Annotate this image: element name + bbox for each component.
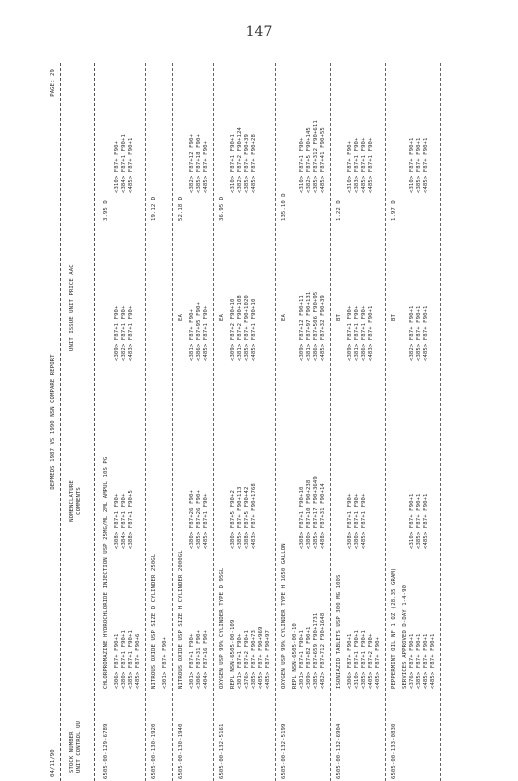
unit-issue: EA (178, 314, 184, 321)
unit-code-row (423, 63, 430, 781)
report-page (50, 69, 57, 97)
unit-code-row (430, 63, 437, 781)
unit-code-entry: <386> F87+95 F90+ (196, 302, 202, 361)
unit-code-row (265, 63, 272, 781)
stock-number: 6505-00-129-6789 (103, 723, 109, 779)
unit-code-entry: <385> F87+659 F90+1731 (313, 612, 319, 689)
nomenclature-header-line2: COMMENTS (76, 487, 82, 515)
report-frame (47, 63, 518, 781)
unit-issue: EA (281, 314, 287, 321)
unit-code-entry: <310> F87+1 F90+1 (230, 134, 236, 193)
unit-code-entry: <386> F87+1 F90+ (361, 305, 367, 361)
unit-code-row (196, 63, 203, 781)
page-label: PAGE: (50, 79, 56, 97)
unit-code-entry: <380> F87+26 F90+ (189, 490, 195, 549)
unit-code-entry: <482> F87+712 F90+1648 (320, 612, 326, 689)
unit-code-row (128, 63, 135, 781)
item-separator (172, 63, 173, 781)
unit-code-entry: <485> F87+ F90+28 (251, 134, 257, 193)
unit-code-row (258, 63, 265, 781)
unit-code-entry: <310> F87+1 F90+ (299, 137, 305, 193)
unit-code-entry: <382> F87+1 F90+ (121, 305, 127, 361)
unit-code-entry: <382> F87+ F90+1 (409, 305, 415, 361)
report-title: DEPMEDS 1987 VS 1990 NSN COMPARE REPORT (50, 354, 56, 490)
item-nomenclature: ISONIAZID TABLETS USP 300 MG 100S (336, 574, 342, 689)
unit-code-entry: <405> F87+ F90+969 (258, 626, 264, 689)
unit-code-entry: <301> F87+1 F90+ (189, 633, 195, 689)
unit-code-entry: <485> F87+1 F90+ (203, 305, 209, 361)
unit-code-entry: <488> F87+31 F90+14 (320, 483, 326, 549)
unit-code-entry: <485> F87+ F90+1 (423, 493, 429, 549)
unit-code-entry: <310> F87+ F90+1 (409, 137, 415, 193)
unit-code-entry: <306> F87+ F90+1 (114, 633, 120, 689)
unit-price: 135.10 D (281, 193, 287, 221)
item-nomenclature: NITROUS OXIDE USP SIZE D CYLINDER 250GL (151, 553, 157, 689)
unit-price: 3.95 D (103, 200, 109, 221)
unit-code-row (368, 63, 375, 781)
unit-code-entry: <380> F87+10 F90+238 (306, 479, 312, 549)
unit-price: 52.18 D (178, 196, 184, 221)
unit-code-entry: <386> F87+506 F90+95 (313, 291, 319, 361)
unit-code-row (306, 63, 313, 781)
unit-code-entry: <384> F87+1 F90+1 (121, 134, 127, 193)
item-nomenclature: OXYGEN USP 99% CYLINDER TYPE D 95GL (219, 567, 225, 689)
unit-code-entry: <485> F87+1 F90+ (368, 137, 374, 193)
unit-code-entry: <485> F87+41 F90+55 (320, 127, 326, 193)
item-separator (275, 63, 276, 781)
unit-code-entry: <376> F87+2 F90+1 (244, 630, 250, 689)
unit-code-entry: <385> F87+ F90+1 (416, 137, 422, 193)
unit-code-entry: <308> F87+1 F90+10 (299, 486, 305, 549)
unit-code-entry: REPL NSN-6505-00-10 (292, 623, 298, 689)
unit-code-row (409, 63, 416, 781)
unit-code-row (354, 63, 361, 781)
unit-code-entry: <405> F87+2 F90+ (368, 633, 374, 689)
unit-code-entry: <383> F87+1 F90+ (354, 137, 360, 193)
unit-code-entry: <385> F87+18 F90+ (196, 134, 202, 193)
header-rule-bottom (94, 63, 95, 781)
unit-code-entry: <309> F87+1 F90+ (114, 305, 120, 361)
unit-code-entry: <485> F87+1 F90+ (203, 493, 209, 549)
unit-code-entry: <385> F87+ F90+1 (416, 493, 422, 549)
unit-code-row (135, 63, 142, 781)
unit-code-entry: <385> F87+1 F90+1 (128, 630, 134, 689)
unit-code-entry: <388> F87+5 F90+42 (244, 486, 250, 549)
column-stock-header (69, 721, 83, 773)
unit-code-row (251, 63, 258, 781)
unit-code-row (416, 63, 423, 781)
unit-code-entry: <483> F87+1 F90+ (128, 305, 134, 361)
unit-code-entry: <485> F87+ F90+1 (423, 137, 429, 193)
unit-code-entry: SERVICES APPROVED D-DAY 1-4-90 (402, 584, 408, 689)
unit-code-entry: <485> F87+1 F90+ (361, 137, 367, 193)
unit-code-row (230, 63, 237, 781)
unit-code-entry: <309> F87+82 F90+1 (306, 626, 312, 689)
unit-code-entry: <485> F87+ F90+1 (423, 305, 429, 361)
page-value: 29 (50, 69, 56, 76)
unit-code-entry: <485> F87+1 F90+ (361, 493, 367, 549)
item-nomenclature: CHLORPROMAZINE HYDROCHLORIDE INJECTION USP 25MG/ML 2ML AMPUL 10S PG (103, 456, 109, 689)
unit-code-row (203, 63, 210, 781)
unit-code-entry: <310> F87+ F90+ (347, 140, 353, 193)
item-separator (213, 63, 214, 781)
page-number: 147 (245, 24, 273, 40)
item-nomenclature: NITROUS OXIDE USP SIZE H CYLINDER 2000GL (178, 550, 184, 689)
unit-price: 1.97 D (391, 200, 397, 221)
unit-code-entry: <381> F87+1 F90+ (354, 305, 360, 361)
unit-code-entry: <376> F87+ F90+1 (409, 633, 415, 689)
unit-code-entry: <485> F87+ F90+1 (128, 137, 134, 193)
unit-code-row (189, 63, 196, 781)
stock-header-line2: UNIT CONTROL UU (76, 720, 82, 773)
unit-price: 1.22 D (336, 200, 342, 221)
unit-code-entry: <306> F87+ F90+1 (347, 633, 353, 689)
unit-issue: EA (219, 314, 225, 321)
unit-code-entry: <385> F87+ F90+1 (416, 305, 422, 361)
unit-code-entry: <308> F87+1 F90+ (347, 493, 353, 549)
stock-number: 6505-00-130-1940 (178, 723, 184, 779)
item-nomenclature: PEPPERMINT OIL NF 1 OZ (28.35 GRAM) (391, 567, 397, 689)
unit-code-entry: <385> F87+17 F90+3649 (313, 476, 319, 549)
unit-code-entry: <485> F87+ F90+1 (423, 633, 429, 689)
unit-code-entry: <388> F87+1 F90+5 (128, 490, 134, 549)
report-body (99, 63, 518, 781)
unit-issue: BT (336, 314, 342, 321)
stock-number: 6505-00-132-5199 (281, 723, 287, 779)
item-separator (385, 63, 386, 781)
unit-code-entry: <485> F87+1 F90+10 (251, 298, 257, 361)
unit-code-entry: <385> F87+ F90+39 (244, 134, 250, 193)
item-nomenclature: OXYGEN USP 99% CYLINDER TYPE H 1650 GALLON (281, 543, 287, 689)
unit-code-entry: <308> F87+1 F90+ (114, 493, 120, 549)
unit-code-entry: <385> F87+26 F90+ (196, 490, 202, 549)
unit-code-entry: <382> F87+5 F90+145 (306, 127, 312, 193)
unit-code-row (162, 63, 169, 781)
unit-code-entry: <309> F87+1 F90+ (347, 305, 353, 361)
unit-code-entry: <380> F87+5 F90+2 (230, 490, 236, 549)
unit-code-entry: <381> F87+ F90+ (189, 308, 195, 361)
unit-code-row (121, 63, 128, 781)
unit-code-entry: <382> F87+2 F90+124 (237, 127, 243, 193)
unit-code-entry: <485> F87+32 F90+39 (320, 295, 326, 361)
item-separator (145, 63, 146, 781)
report-header (47, 63, 107, 781)
unit-code-entry: <384> F87+1 F90+ (121, 493, 127, 549)
unit-code-row (347, 63, 354, 781)
header-rule (60, 63, 61, 781)
rotated-report (47, 63, 518, 781)
column-unit-header: UNIT ISSUE UNIT PRICE AAC (69, 264, 75, 351)
unit-code-entry: <310> F87+ F90+ (114, 140, 120, 193)
unit-code-entry: <381> F87+97 F90+131 (306, 291, 312, 361)
unit-code-row (375, 63, 382, 781)
unit-code-entry: <301> F87+1 F90+ (237, 633, 243, 689)
unit-code-entry: <485> F87+ F90+97 (265, 630, 271, 689)
unit-code-entry: REPL NSN-6505-00-109 (230, 619, 236, 689)
stock-number: 6505-00-132-5161 (219, 723, 225, 779)
unit-code-row (361, 63, 368, 781)
unit-code-entry: <483> F87+ F90+1768 (251, 483, 257, 549)
unit-code-entry: <381> F87+2 F90+108 (237, 295, 243, 361)
unit-code-entry: <385> F87+1 F90+1 (361, 630, 367, 689)
unit-code-entry: <385> F87+ F90+113 (237, 486, 243, 549)
unit-code-entry: <404> F87+16 F90+ (203, 630, 209, 689)
unit-code-entry: <385> F87+ F90+1020 (244, 295, 250, 361)
unit-code-entry: <309> F87+12 F90+11 (299, 295, 305, 361)
unit-code-entry: <385> F87+ F90+73 (251, 630, 257, 689)
column-nomenclature-header (69, 421, 83, 581)
unit-code-row (292, 63, 299, 781)
unit-code-row (402, 63, 409, 781)
unit-code-entry: <385> F87+312 F90+611 (313, 120, 319, 193)
unit-code-row (299, 63, 306, 781)
stock-number: 6505-00-132-6904 (336, 723, 342, 779)
unit-code-row (320, 63, 327, 781)
unit-code-entry: <483> F87+ F90+1 (368, 305, 374, 361)
stock-number: 6505-00-133-0830 (391, 723, 397, 779)
nomenclature-header-line1: NOMENCLATURE (69, 480, 75, 522)
unit-code-entry: <385> F87+ F90+1 (416, 633, 422, 689)
unit-code-row (313, 63, 320, 781)
item-separator (330, 63, 331, 781)
unit-code-entry: <301> F87+1 F90+1 (299, 630, 305, 689)
item-separator (440, 63, 441, 781)
unit-code-entry: <382> F87+12 F90+ (189, 134, 195, 193)
unit-code-entry: <380> F87+1 F90+1 (121, 630, 127, 689)
unit-code-entry: <485> F87+ F90+6 (135, 633, 141, 689)
unit-code-entry: <485> F87+ F90+1 (430, 633, 436, 689)
stock-header-line1: STOCK NUMBER (69, 731, 75, 773)
stock-number: 6505-00-130-1920 (151, 723, 157, 779)
unit-code-row (244, 63, 251, 781)
unit-code-entry: <405> F87+ F90+ (375, 636, 381, 689)
report-date: 04/11/90 (50, 749, 56, 777)
unit-code-row (237, 63, 244, 781)
unit-code-entry: <310> F87+1 F90+1 (354, 630, 360, 689)
unit-code-entry: <485> F87+ F90+ (203, 140, 209, 193)
unit-code-row (114, 63, 121, 781)
unit-code-entry: <310> F87+ F90+1 (409, 493, 415, 549)
unit-price: 36.95 D (219, 196, 225, 221)
unit-issue: BT (391, 314, 397, 321)
unit-code-entry: <306> F87+31 F90+ (196, 630, 202, 689)
unit-code-entry: <301> F87+ F90+ (162, 636, 168, 689)
unit-code-entry: <309> F87+2 F90+10 (230, 298, 236, 361)
unit-price: 19.12 D (151, 196, 157, 221)
unit-code-entry: <380> F87+1 F90+ (354, 493, 360, 549)
